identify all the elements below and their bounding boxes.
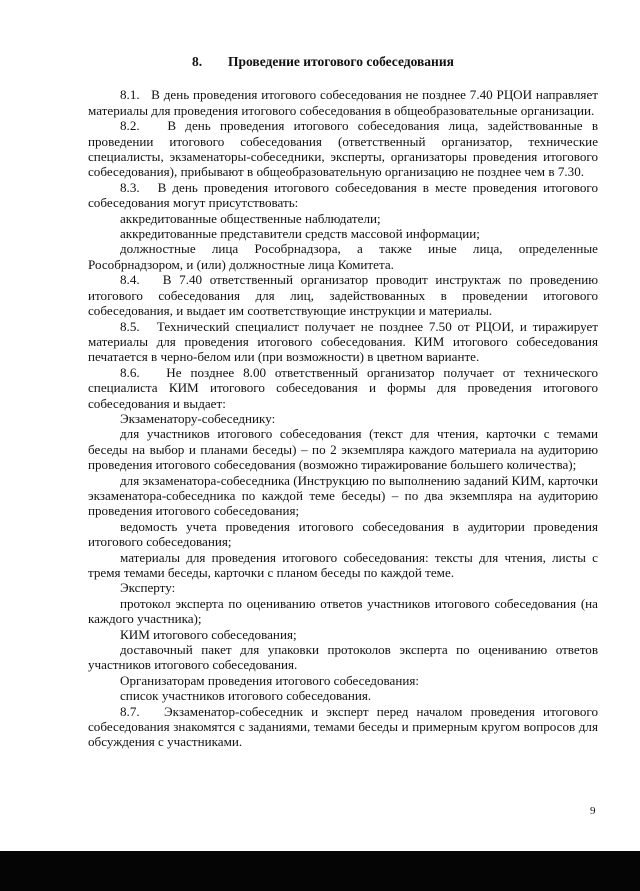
subheading-organizers: Организаторам проведения итогового собеседования: [120,672,419,688]
list-item-expert-protocol: протокол эксперта по оцениванию ответов участников итогового собеседования (на каждого участника); [88,595,598,627]
paragraph-8-5: 8.5. Технический специалист получает не позднее 7.50 от РЦОИ, и тиражирует материалы для проведения итогового собеседования. КИМ итогового собеседования печатается в черно-белом или (при возможности) в цветном варианте. [88,318,598,365]
list-item-interview-materials: материалы для проведения итогового собеседования: тексты для чтения, листы с тремя темами беседы, карточки с планом беседы по каждой теме. [88,549,598,580]
document-page [88,54,598,750]
section-heading [88,54,598,69]
list-item-officials: должностные лица Рособрнадзора, а также иные лица, определенные Рособрнадзором, и (или) должностные лица Комитета. [88,241,598,272]
page-number: 9 [590,805,596,817]
subheading-expert: Эксперту: [120,580,176,596]
list-item-participant-list: список участников итогового собеседования. [120,688,372,704]
paragraph-8-7: 8.7. Экзаменатор-собеседник и эксперт перед началом проведения итогового собеседования знакомятся с заданиями, темами беседы и примерным кругом вопросов для обсуждения с участниками. [88,703,598,750]
paragraph-8-4: 8.4. В 7.40 ответственный организатор проводит инструктаж по проведению итогового собеседования для лиц, задействованных в проведении итогового собеседования, и выдает им соответствующие инструкции и материалы. [88,272,598,319]
list-item-media: аккредитованные представители средств массовой информации; [120,226,480,242]
list-item-delivery-package: доставочный пакет для упаковки протоколов эксперта по оцениванию ответов участников итогового собеседования. [88,642,598,673]
paragraph-8-3: 8.3. В день проведения итогового собеседования в месте проведения итогового собеседования могут присутствовать: [88,179,598,211]
paragraph-8-2: 8.2. В день проведения итогового собеседования лица, задействованные в проведении итогового собеседования (ответственный организатор, технические специалисты, экзаменаторы-собеседники, эксперты, организаторы проведения итогового собеседования), прибывают в общеобразовательную организацию не позднее чем в 7.30. [88,118,598,180]
list-item-observers: аккредитованные общественные наблюдатели; [120,210,381,226]
section-number: 8. [192,54,203,69]
list-item-participant-materials: для участников итогового собеседования (текст для чтения, карточки с темами беседы на выбор и планами беседы) – по 2 экземпляра каждого материала на аудиторию проведения итогового собеседования (возможно тиражирование большего количества); [88,426,598,473]
subheading-examiner: Экзаменатору-собеседнику: [120,410,276,426]
paragraph-8-6: 8.6. Не позднее 8.00 ответственный организатор получает от технического специалиста КИМ итогового собеседования и формы для проведения итогового собеседования и выдает: [88,364,598,411]
scan-border-bar [0,851,640,891]
paragraph-8-1: 8.1. В день проведения итогового собеседования не позднее 7.40 РЦОИ направляет материалы для проведения итогового собеседования в общеобразовательные организации. [88,87,598,118]
list-item-record-sheet: ведомость учета проведения итогового собеседования в аудитории проведения итогового собеседования; [88,518,598,550]
list-item-examiner-materials: для экзаменатора-собеседника (Инструкцию по выполнению заданий КИМ, карточки экзаменатора-собеседника по каждой теме беседы) – по два экземпляра на аудиторию проведения итогового собеседования; [88,472,598,519]
section-title: Проведение итогового собеседования [228,54,454,69]
list-item-kim: КИМ итогового собеседования; [120,626,297,642]
